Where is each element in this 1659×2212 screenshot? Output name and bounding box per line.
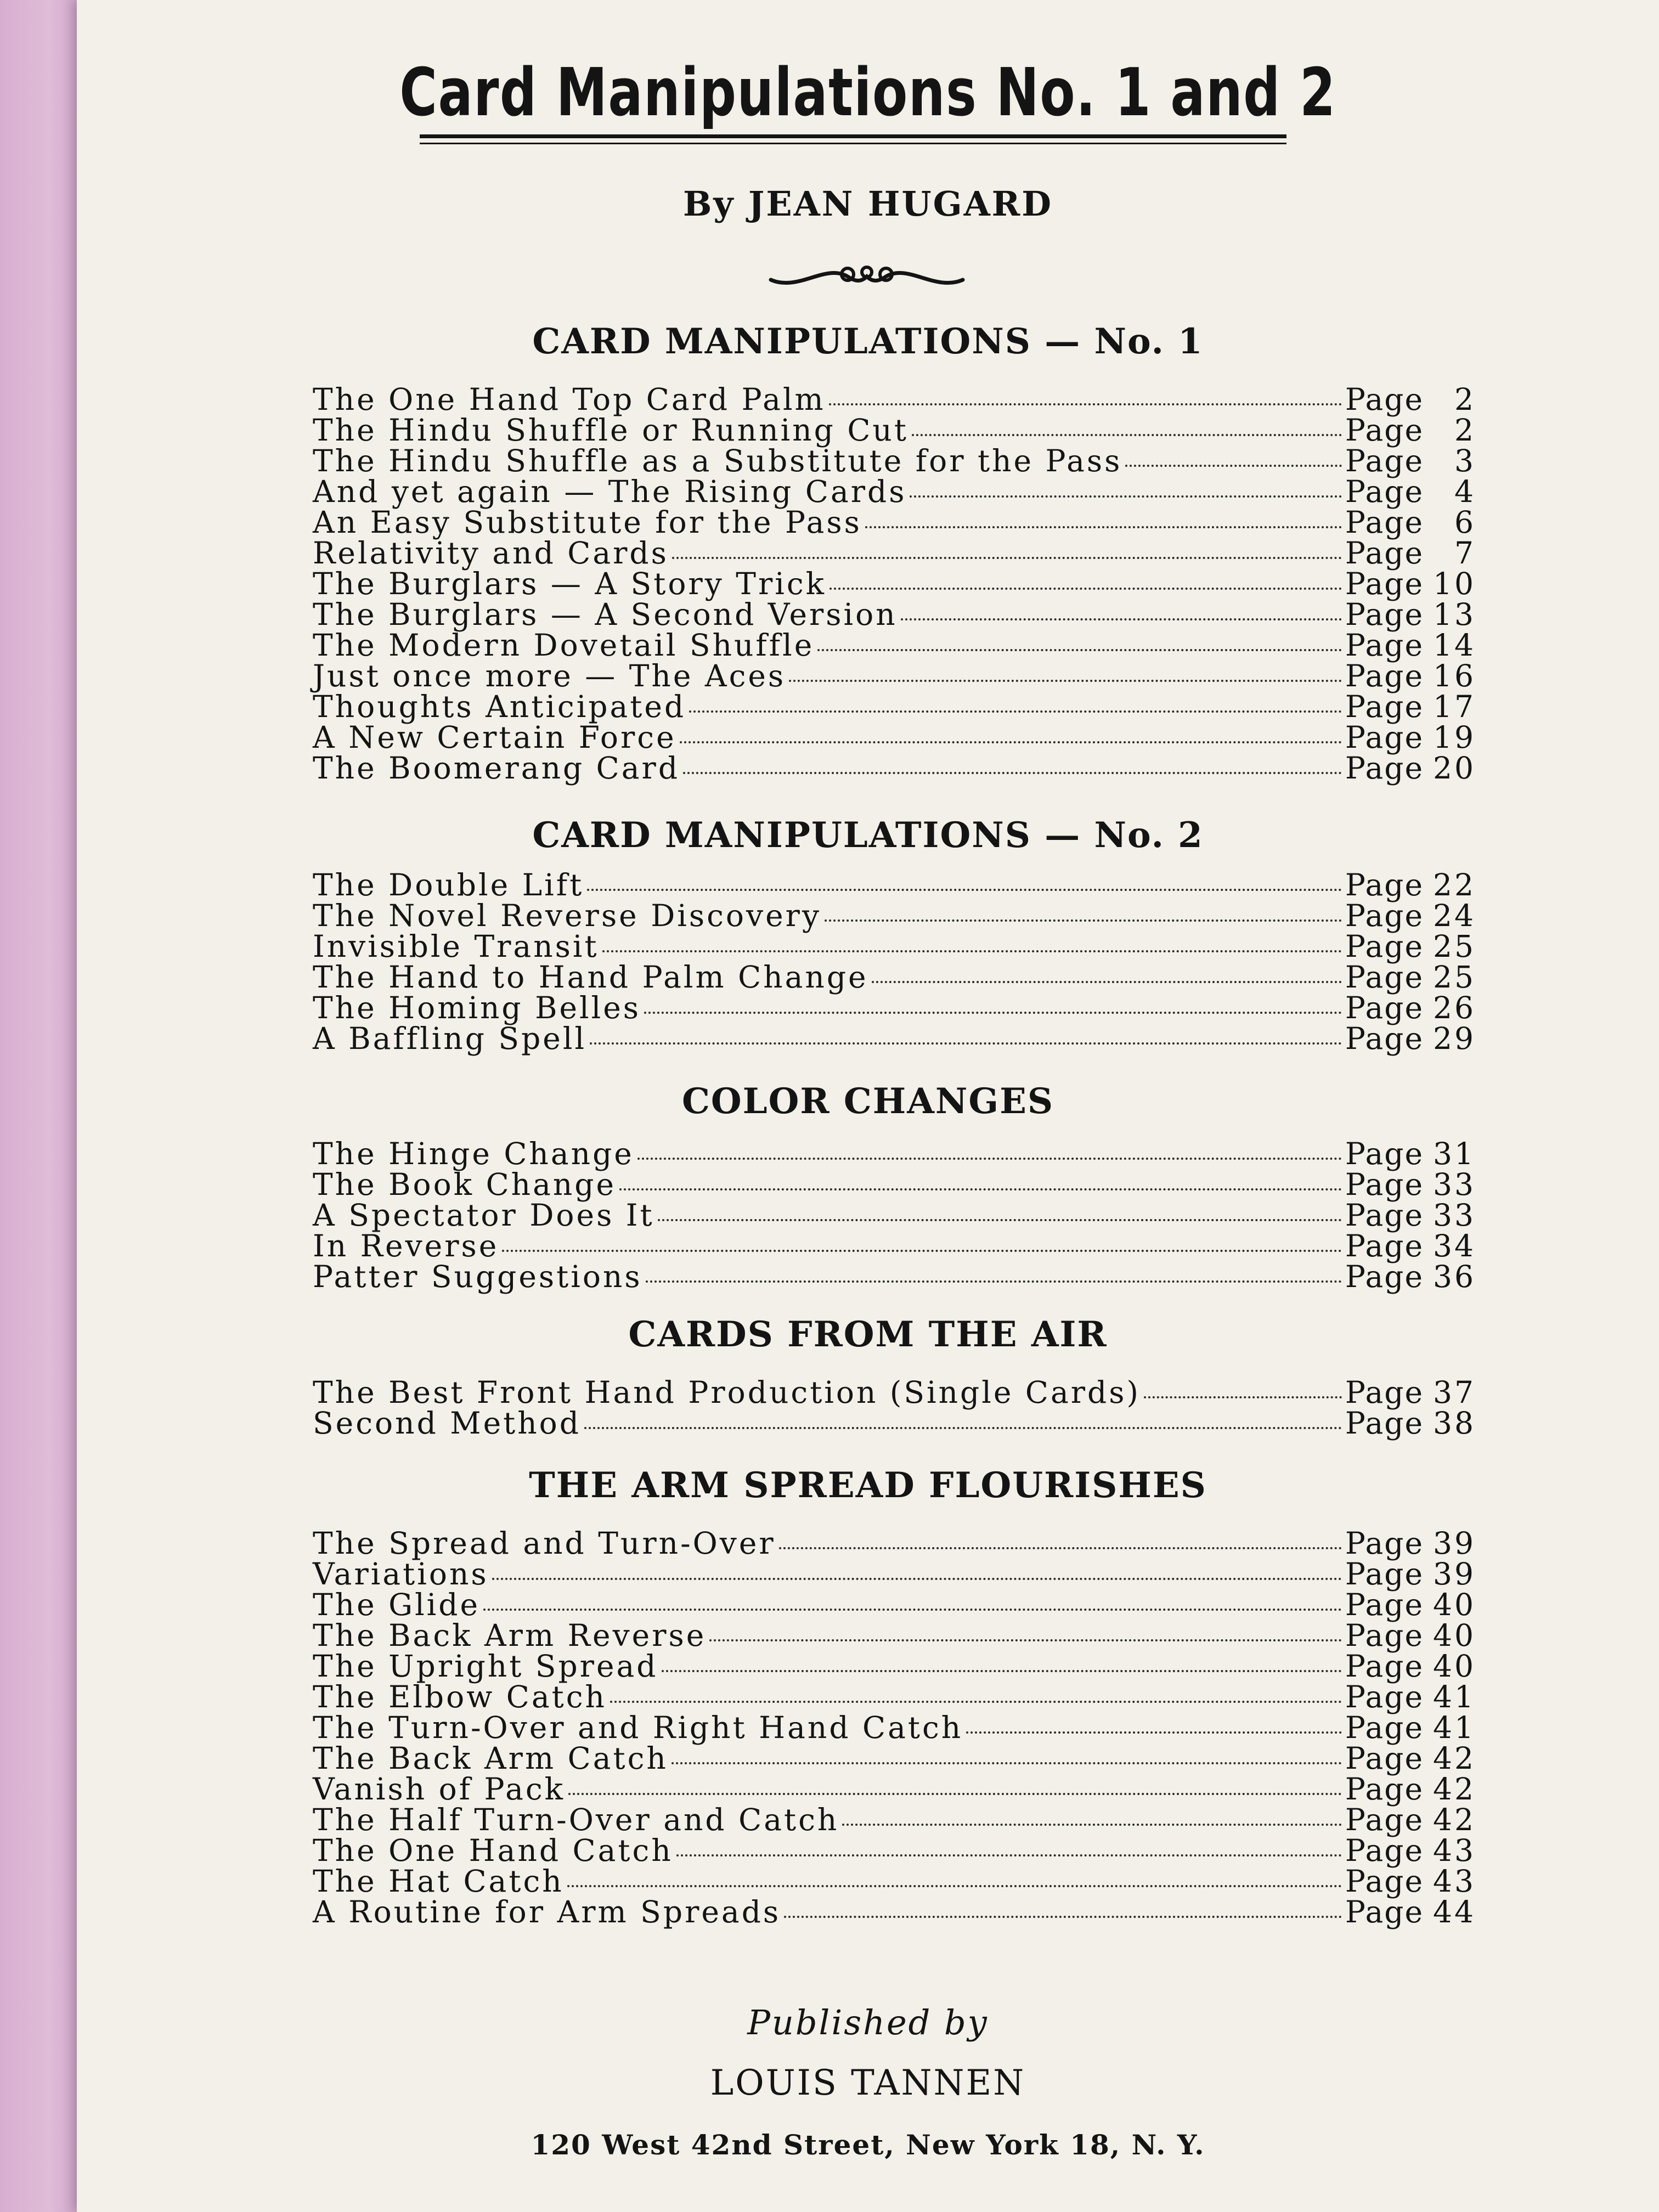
- toc-entry-page-number: 42: [1433, 1802, 1476, 1837]
- toc-entry: [313, 1835, 1476, 1866]
- toc-entry: [313, 1866, 1476, 1897]
- dot-leader: [502, 1250, 1342, 1252]
- toc-entry-page-number: 2: [1454, 382, 1476, 417]
- toc-entry-page-label: Page: [1345, 751, 1424, 786]
- toc-entry-title: A New Certain Force: [313, 720, 676, 755]
- toc-list-section-1: [313, 382, 1476, 786]
- toc-entry: [313, 1023, 1476, 1054]
- dot-leader: [966, 1731, 1342, 1734]
- toc-entry-page-label: Page: [1345, 1375, 1424, 1410]
- toc-entry-title: The Burglars — A Second Version: [313, 597, 898, 632]
- toc-entry-page-number: 43: [1433, 1833, 1476, 1868]
- section-heading-arm-spread-flourishes: THE ARM SPREAD FLOURISHES: [529, 1465, 1207, 1506]
- toc-entry-title: The Novel Reverse Discovery: [313, 898, 822, 933]
- toc-entry-title: Patter Suggestions: [313, 1259, 642, 1294]
- dot-leader: [842, 1824, 1342, 1826]
- toc-entry: [313, 384, 1476, 415]
- toc-entry-page-label: Page: [1345, 1198, 1424, 1233]
- toc-entry-page-label: Page: [1345, 1021, 1424, 1056]
- dot-leader: [789, 680, 1342, 682]
- toc-entry-page-label: Page: [1345, 1618, 1424, 1653]
- dot-leader: [829, 403, 1342, 405]
- toc-entry-page-label: Page: [1345, 1864, 1424, 1899]
- toc-entry: [313, 1804, 1476, 1835]
- toc-entry-page-number: 29: [1433, 1021, 1476, 1056]
- toc-entry-page-label: Page: [1345, 1406, 1424, 1441]
- toc-entry: [313, 1200, 1476, 1231]
- toc-entry: [313, 1681, 1476, 1712]
- toc-entry-page-label: Page: [1345, 689, 1424, 724]
- toc-entry-title: An Easy Substitute for the Pass: [313, 505, 862, 540]
- dot-leader: [779, 1547, 1342, 1549]
- dot-leader: [709, 1639, 1342, 1641]
- toc-entry-page-label: Page: [1345, 990, 1424, 1025]
- toc-entry-title: The Best Front Hand Production (Single Cards): [313, 1375, 1141, 1410]
- dot-leader: [567, 1885, 1342, 1887]
- toc-entry-page-label: Page: [1345, 1802, 1424, 1837]
- toc-list-section-2: [313, 867, 1476, 1056]
- pink-background-edge: [0, 0, 82, 2212]
- toc-entry-page-label: Page: [1345, 1710, 1424, 1745]
- dot-leader: [680, 741, 1342, 743]
- toc-entry-page-number: 20: [1433, 751, 1476, 786]
- toc-entry: [313, 1169, 1476, 1200]
- section-heading-cards-from-the-air: CARDS FROM THE AIR: [628, 1314, 1108, 1355]
- toc-entry-title: The Modern Dovetail Shuffle: [313, 628, 815, 663]
- toc-entry-page-number: 25: [1433, 929, 1476, 964]
- toc-entry-title: The Glide: [313, 1587, 481, 1622]
- toc-entry: [313, 445, 1476, 476]
- toc-entry-title: The Burglars — A Story Trick: [313, 566, 826, 601]
- toc-entry: [313, 751, 1476, 786]
- toc-entry-title: Vanish of Pack: [313, 1771, 566, 1807]
- dot-leader: [689, 710, 1342, 713]
- toc-entry-page-label: Page: [1345, 1679, 1424, 1714]
- toc-entry: [313, 900, 1476, 931]
- toc-entry-page-label: Page: [1345, 1167, 1424, 1202]
- toc-entry-page-label: Page: [1345, 1894, 1424, 1929]
- toc-list-section-5: [313, 1528, 1476, 1927]
- toc-entry: [313, 931, 1476, 962]
- toc-entry-page-number: 36: [1433, 1259, 1476, 1294]
- toc-entry-page-number: 41: [1433, 1710, 1476, 1745]
- toc-entry: [313, 1712, 1476, 1743]
- toc-entry: [313, 599, 1476, 630]
- toc-entry: [313, 1377, 1476, 1408]
- toc-entry-title: And yet again — The Rising Cards: [313, 474, 907, 509]
- toc-entry-title: A Routine for Arm Spreads: [313, 1894, 781, 1929]
- toc-entry-page-label: Page: [1345, 1136, 1424, 1171]
- toc-entry-title: The Spread and Turn-Over: [313, 1526, 776, 1561]
- toc-entry-page-label: Page: [1345, 1649, 1424, 1684]
- toc-entry: [313, 1261, 1476, 1292]
- toc-entry-title: Relativity and Cards: [313, 535, 669, 571]
- toc-entry: [313, 535, 1476, 571]
- toc-entry-page-label: Page: [1345, 566, 1424, 601]
- toc-entry-title: The Book Change: [313, 1167, 617, 1202]
- dot-leader: [784, 1916, 1342, 1918]
- toc-entry-title: The One Hand Catch: [313, 1833, 673, 1868]
- dot-leader: [1144, 1396, 1342, 1398]
- toc-entry-title: The Boomerang Card: [313, 751, 680, 786]
- toc-entry-title: The Hindu Shuffle or Running Cut: [313, 413, 909, 448]
- toc-entry: [313, 476, 1476, 507]
- dot-leader: [901, 618, 1342, 620]
- dot-leader: [568, 1793, 1342, 1795]
- toc-entry-title: Just once more — The Aces: [313, 658, 786, 693]
- dot-leader: [817, 649, 1342, 651]
- toc-entry-page-number: 40: [1433, 1618, 1476, 1653]
- flourish-ornament-icon: [765, 258, 968, 296]
- toc-entry-page-label: Page: [1345, 1771, 1424, 1807]
- table-of-contents-page: [77, 0, 1659, 2212]
- toc-entry-title: The Hand to Hand Palm Change: [313, 960, 868, 995]
- toc-entry-page-number: 14: [1433, 628, 1476, 663]
- toc-entry-page-number: 13: [1433, 597, 1476, 632]
- toc-entry-title: The Turn-Over and Right Hand Catch: [313, 1710, 963, 1745]
- toc-entry: [313, 691, 1476, 722]
- toc-entry: [313, 722, 1476, 753]
- toc-entry-title: The Hindu Shuffle as a Substitute for the Pass: [313, 443, 1122, 478]
- toc-entry-title: The Upright Spread: [313, 1649, 658, 1684]
- dot-leader: [865, 526, 1342, 528]
- toc-entry-page-number: 40: [1433, 1587, 1476, 1622]
- toc-list-section-3: [313, 1138, 1476, 1292]
- dot-leader: [910, 495, 1341, 498]
- dot-leader: [610, 1701, 1342, 1703]
- toc-entry-page-label: Page: [1345, 960, 1424, 995]
- toc-entry-title: Invisible Transit: [313, 929, 599, 964]
- toc-entry: [313, 1771, 1476, 1807]
- toc-entry-page-number: 38: [1433, 1406, 1476, 1441]
- toc-entry-page-number: 24: [1433, 898, 1476, 933]
- toc-entry-page-number: 10: [1433, 566, 1476, 601]
- toc-entry-page-number: 37: [1433, 1375, 1476, 1410]
- toc-entry-page-number: 6: [1454, 505, 1476, 540]
- toc-entry-page-number: 39: [1433, 1556, 1476, 1592]
- toc-entry-page-label: Page: [1345, 1833, 1424, 1868]
- toc-entry: [313, 1228, 1476, 1263]
- toc-entry: [313, 1556, 1476, 1592]
- toc-entry-page-label: Page: [1345, 929, 1424, 964]
- dot-leader: [619, 1188, 1342, 1190]
- dot-leader: [483, 1609, 1342, 1611]
- toc-entry-title: The Double Lift: [313, 867, 584, 902]
- toc-entry-page-label: Page: [1345, 382, 1424, 417]
- toc-entry: [313, 1138, 1476, 1169]
- dot-leader: [1125, 465, 1342, 467]
- dot-leader: [683, 772, 1342, 774]
- toc-list-section-4: [313, 1375, 1476, 1441]
- section-heading-card-manipulations-1: CARD MANIPULATIONS — No. 1: [532, 321, 1204, 362]
- dot-leader: [644, 1012, 1342, 1014]
- toc-entry-page-label: Page: [1345, 413, 1424, 448]
- toc-entry-page-number: 43: [1433, 1864, 1476, 1899]
- toc-entry-page-number: 40: [1433, 1649, 1476, 1684]
- toc-entry: [313, 658, 1476, 693]
- publisher-address: 120 West 42nd Street, New York 18, N. Y.: [531, 2129, 1205, 2161]
- toc-entry-title: A Baffling Spell: [313, 1021, 587, 1056]
- toc-entry-page-label: Page: [1345, 1526, 1424, 1561]
- toc-entry-page-label: Page: [1345, 474, 1424, 509]
- toc-entry-page-label: Page: [1345, 443, 1424, 478]
- toc-entry-title: The Hinge Change: [313, 1136, 634, 1171]
- title-rule-thick: [420, 134, 1286, 138]
- toc-entry-page-label: Page: [1345, 1259, 1424, 1294]
- toc-entry-page-number: 25: [1433, 960, 1476, 995]
- toc-entry: [313, 1649, 1476, 1684]
- toc-entry-page-number: 31: [1433, 1136, 1476, 1171]
- toc-entry-page-number: 33: [1433, 1198, 1476, 1233]
- toc-entry-title: The Hat Catch: [313, 1864, 564, 1899]
- toc-entry-title: Variations: [313, 1556, 489, 1592]
- toc-entry-page-number: 33: [1433, 1167, 1476, 1202]
- page-title: Card Manipulations No. 1 and 2: [399, 55, 1336, 131]
- toc-entry-page-label: Page: [1345, 1587, 1424, 1622]
- toc-entry: [313, 960, 1476, 995]
- dot-leader: [825, 919, 1342, 922]
- toc-entry-title: The Back Arm Catch: [313, 1741, 668, 1776]
- book-page: [77, 0, 1659, 2212]
- toc-entry: [313, 507, 1476, 538]
- toc-entry-page-number: 3: [1454, 443, 1476, 478]
- dot-leader: [637, 1158, 1342, 1160]
- toc-entry: [313, 568, 1476, 599]
- toc-entry-page-number: 4: [1454, 474, 1476, 509]
- toc-entry-title: In Reverse: [313, 1228, 499, 1263]
- toc-entry-page-label: Page: [1345, 658, 1424, 693]
- toc-entry-title: The Back Arm Reverse: [313, 1618, 707, 1653]
- toc-entry: [313, 992, 1476, 1023]
- toc-entry-page-label: Page: [1345, 867, 1424, 902]
- toc-entry: [313, 1894, 1476, 1929]
- dot-leader: [658, 1219, 1342, 1221]
- toc-entry-page-number: 16: [1433, 658, 1476, 693]
- title-rule-thin: [420, 143, 1286, 144]
- toc-entry-page-number: 42: [1433, 1741, 1476, 1776]
- section-heading-color-changes: COLOR CHANGES: [681, 1081, 1054, 1122]
- dot-leader: [672, 1762, 1342, 1764]
- toc-entry: [313, 867, 1476, 902]
- toc-entry-page-label: Page: [1345, 720, 1424, 755]
- toc-entry-title: The Elbow Catch: [313, 1679, 607, 1714]
- toc-entry: [313, 1589, 1476, 1620]
- dot-leader: [646, 1280, 1342, 1283]
- toc-entry-page-number: 7: [1454, 535, 1476, 571]
- section-heading-card-manipulations-2: CARD MANIPULATIONS — No. 2: [532, 815, 1204, 856]
- toc-entry-title: Second Method: [313, 1406, 581, 1441]
- toc-entry-page-label: Page: [1345, 1556, 1424, 1592]
- toc-entry-title: The Half Turn-Over and Catch: [313, 1802, 839, 1837]
- toc-entry-page-number: 22: [1433, 867, 1476, 902]
- toc-entry-page-label: Page: [1345, 1228, 1424, 1263]
- toc-entry-page-label: Page: [1345, 505, 1424, 540]
- dot-leader: [872, 981, 1342, 983]
- toc-entry-page-number: 41: [1433, 1679, 1476, 1714]
- toc-entry-page-number: 2: [1454, 413, 1476, 448]
- dot-leader: [602, 950, 1342, 952]
- toc-entry-page-number: 44: [1433, 1894, 1476, 1929]
- dot-leader: [676, 1854, 1342, 1857]
- toc-entry-title: The One Hand Top Card Palm: [313, 382, 826, 417]
- toc-entry: [313, 1620, 1476, 1651]
- toc-entry-page-number: 17: [1433, 689, 1476, 724]
- toc-entry-page-number: 42: [1433, 1771, 1476, 1807]
- toc-entry-title: Thoughts Anticipated: [313, 689, 686, 724]
- toc-entry-title: A Spectator Does It: [313, 1198, 654, 1233]
- toc-entry: [313, 1528, 1476, 1559]
- toc-entry: [313, 413, 1476, 448]
- published-by-label: Published by: [747, 2002, 989, 2042]
- toc-entry-page-label: Page: [1345, 628, 1424, 663]
- toc-entry-title: The Homing Belles: [313, 990, 641, 1025]
- dot-leader: [830, 588, 1342, 590]
- toc-entry-page-number: 39: [1433, 1526, 1476, 1561]
- dot-leader: [584, 1427, 1342, 1429]
- toc-entry-page-number: 19: [1433, 720, 1476, 755]
- toc-entry-page-number: 34: [1433, 1228, 1476, 1263]
- toc-entry: [313, 1743, 1476, 1774]
- publisher-name: LOUIS TANNEN: [710, 2063, 1026, 2103]
- dot-leader: [662, 1670, 1342, 1672]
- dot-leader: [912, 434, 1342, 436]
- toc-entry-page-label: Page: [1345, 535, 1424, 571]
- author-line: By JEAN HUGARD: [683, 184, 1053, 224]
- toc-entry: [313, 630, 1476, 661]
- toc-entry-page-label: Page: [1345, 898, 1424, 933]
- dot-leader: [590, 1042, 1342, 1045]
- dot-leader: [672, 557, 1342, 559]
- dot-leader: [587, 889, 1342, 891]
- toc-entry-page-label: Page: [1345, 1741, 1424, 1776]
- toc-entry-page-number: 26: [1433, 990, 1476, 1025]
- dot-leader: [492, 1578, 1342, 1580]
- toc-entry: [313, 1406, 1476, 1441]
- toc-entry-page-label: Page: [1345, 597, 1424, 632]
